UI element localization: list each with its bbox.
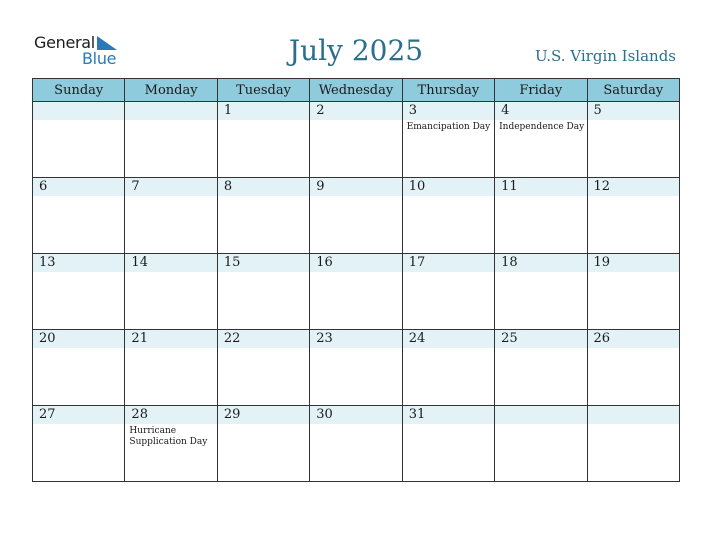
day-number: 22 <box>223 331 241 346</box>
day-number: 7 <box>131 179 140 194</box>
day-cell[interactable] <box>125 406 217 482</box>
day-number: 27 <box>39 407 56 422</box>
day-cell[interactable] <box>495 178 587 254</box>
day-number: 21 <box>131 331 148 346</box>
holiday-label: Hurricane Supplication Day <box>129 426 208 447</box>
day-cell[interactable] <box>402 254 494 330</box>
day-cell[interactable] <box>33 102 125 178</box>
week-row <box>33 330 680 406</box>
day-number: 1 <box>223 103 233 118</box>
day-cell[interactable] <box>33 254 125 330</box>
day-number-band <box>125 102 216 120</box>
week-row <box>33 406 680 482</box>
day-cell[interactable] <box>33 406 125 482</box>
calendar-grid <box>32 78 680 482</box>
day-number: 12 <box>593 179 611 194</box>
day-cell[interactable] <box>217 406 309 482</box>
day-cell[interactable] <box>125 178 217 254</box>
day-number-band <box>588 406 679 424</box>
day-cell[interactable] <box>217 254 309 330</box>
day-cell[interactable] <box>587 178 679 254</box>
weekday-monday: Monday <box>125 79 217 102</box>
weekday-sunday: Sunday <box>33 79 125 102</box>
day-number: 28 <box>131 407 148 422</box>
day-cell[interactable] <box>310 254 402 330</box>
weekday-friday: Friday <box>495 79 587 102</box>
day-cell[interactable] <box>495 102 587 178</box>
day-number: 14 <box>131 255 148 270</box>
day-number: 16 <box>316 255 333 270</box>
day-number: 18 <box>501 255 518 270</box>
day-number: 15 <box>223 255 241 270</box>
month-title: July 2025 <box>288 34 424 67</box>
day-number: 24 <box>408 331 426 346</box>
logo-text-blue: Blue <box>82 49 117 68</box>
weekday-saturday: Saturday <box>587 79 679 102</box>
region-label: U.S. Virgin Islands <box>535 47 676 65</box>
day-number: 17 <box>408 255 426 270</box>
day-number: 31 <box>408 407 426 422</box>
holiday-label: Independence Day <box>499 122 585 132</box>
week-row <box>33 102 680 178</box>
day-number: 6 <box>39 179 48 194</box>
day-cell[interactable] <box>217 102 309 178</box>
week-row <box>33 178 680 254</box>
day-cell[interactable] <box>125 254 217 330</box>
holiday-label: Emancipation Day <box>406 122 491 132</box>
day-number: 2 <box>316 103 325 118</box>
day-number: 11 <box>501 179 518 194</box>
day-number: 25 <box>501 331 518 346</box>
day-cell[interactable] <box>495 330 587 406</box>
day-cell[interactable] <box>587 406 679 482</box>
weekday-wednesday: Wednesday <box>310 79 402 102</box>
day-number: 9 <box>316 179 325 194</box>
day-number: 20 <box>39 331 56 346</box>
day-cell[interactable] <box>310 406 402 482</box>
day-number: 23 <box>316 331 333 346</box>
week-row <box>33 254 680 330</box>
day-number: 4 <box>501 103 510 118</box>
weekday-header-row <box>33 79 680 102</box>
day-cell[interactable] <box>125 102 217 178</box>
day-number: 29 <box>223 407 241 422</box>
day-cell[interactable] <box>310 102 402 178</box>
day-cell[interactable] <box>33 330 125 406</box>
day-number: 30 <box>316 407 333 422</box>
day-cell[interactable] <box>402 178 494 254</box>
day-number: 13 <box>39 255 56 270</box>
logo-text-general: General <box>34 33 95 52</box>
day-number: 3 <box>408 103 417 118</box>
day-cell[interactable] <box>310 330 402 406</box>
day-cell[interactable] <box>217 178 309 254</box>
day-cell[interactable] <box>587 102 679 178</box>
day-cell[interactable] <box>310 178 402 254</box>
day-cell[interactable] <box>402 102 494 178</box>
day-number: 8 <box>223 179 233 194</box>
weekday-tuesday: Tuesday <box>217 79 309 102</box>
day-cell[interactable] <box>125 330 217 406</box>
day-number-band <box>33 102 124 120</box>
day-cell[interactable] <box>402 330 494 406</box>
day-cell[interactable] <box>33 178 125 254</box>
day-number: 19 <box>593 255 611 270</box>
day-number: 26 <box>593 331 611 346</box>
day-cell[interactable] <box>495 254 587 330</box>
day-number-band <box>495 406 586 424</box>
day-cell[interactable] <box>495 406 587 482</box>
day-cell[interactable] <box>217 330 309 406</box>
day-cell[interactable] <box>587 330 679 406</box>
day-number: 5 <box>593 103 602 118</box>
weekday-thursday: Thursday <box>402 79 494 102</box>
day-cell[interactable] <box>402 406 494 482</box>
day-number: 10 <box>408 179 426 194</box>
day-cell[interactable] <box>587 254 679 330</box>
